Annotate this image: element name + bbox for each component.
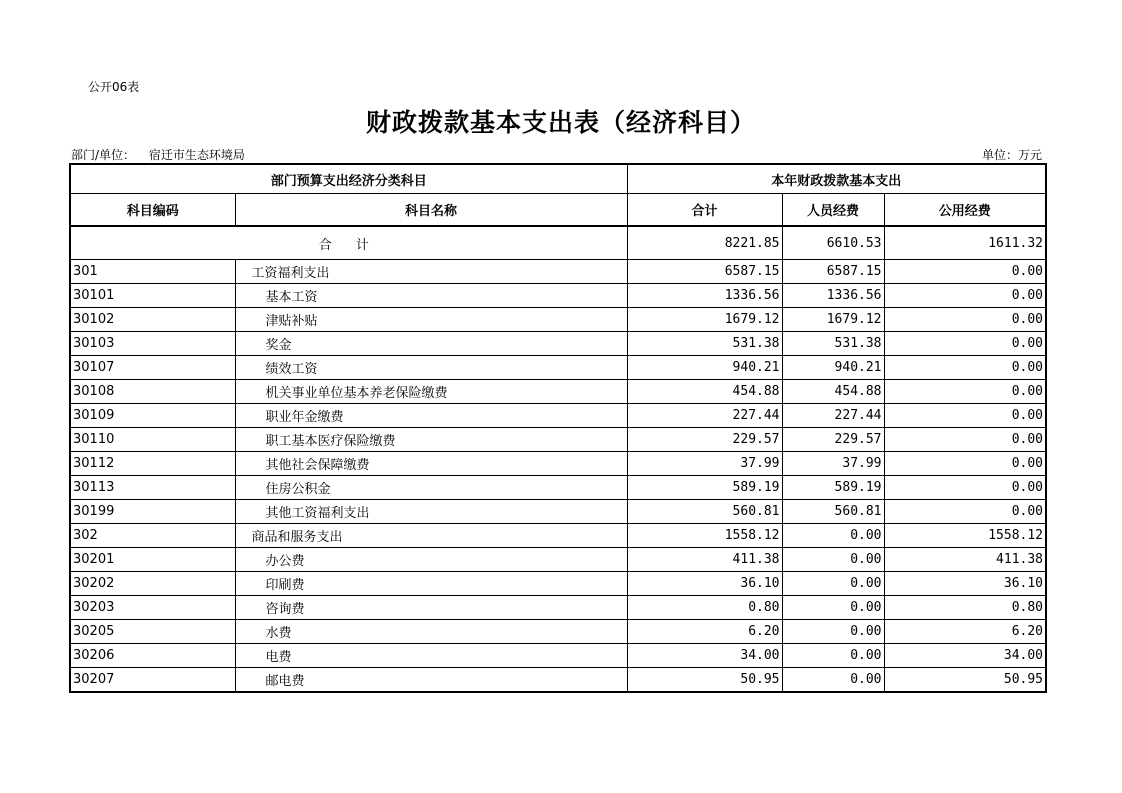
row-code: 30199 (70, 500, 235, 524)
row-name: 水费 (235, 620, 627, 644)
row-personnel: 454.88 (782, 380, 884, 404)
row-public: 0.00 (884, 380, 1046, 404)
row-code: 30206 (70, 644, 235, 668)
row-personnel: 560.81 (782, 500, 884, 524)
row-personnel: 0.00 (782, 548, 884, 572)
unit-label: 单位：万元 (981, 148, 1042, 162)
row-total: 560.81 (627, 500, 782, 524)
table-row (70, 332, 1046, 356)
row-public: 6.20 (884, 620, 1046, 644)
row-code: 30202 (70, 572, 235, 596)
row-name: 邮电费 (235, 668, 627, 693)
row-total: 940.21 (627, 356, 782, 380)
table-row (70, 668, 1046, 693)
row-total: 454.88 (627, 380, 782, 404)
table-row (70, 428, 1046, 452)
row-personnel: 0.00 (782, 572, 884, 596)
row-personnel: 589.19 (782, 476, 884, 500)
budget-table (69, 163, 1047, 693)
table-row (70, 380, 1046, 404)
table-row (70, 572, 1046, 596)
row-code: 30110 (70, 428, 235, 452)
total-label: 合 计 (70, 226, 627, 260)
row-code: 30108 (70, 380, 235, 404)
row-public: 411.38 (884, 548, 1046, 572)
table-row (70, 524, 1046, 548)
row-name: 绩效工资 (235, 356, 627, 380)
department-label: 部门/单位： (71, 148, 136, 162)
row-name: 职工基本医疗保险缴费 (235, 428, 627, 452)
row-total: 34.00 (627, 644, 782, 668)
row-public: 0.00 (884, 260, 1046, 284)
row-code: 30107 (70, 356, 235, 380)
row-total: 1336.56 (627, 284, 782, 308)
header-column-row (70, 194, 1046, 227)
header-public: 公用经费 (884, 194, 1046, 227)
row-personnel: 531.38 (782, 332, 884, 356)
row-public: 0.00 (884, 356, 1046, 380)
table-row (70, 500, 1046, 524)
row-public: 0.00 (884, 452, 1046, 476)
row-personnel: 37.99 (782, 452, 884, 476)
table-row (70, 644, 1046, 668)
row-code: 302 (70, 524, 235, 548)
row-personnel: 227.44 (782, 404, 884, 428)
row-name: 机关事业单位基本养老保险缴费 (235, 380, 627, 404)
department-name: 宿迁市生态环境局 (148, 148, 245, 162)
total-amount: 8221.85 (627, 226, 782, 260)
row-public: 34.00 (884, 644, 1046, 668)
header-code: 科目编码 (70, 194, 235, 227)
row-total: 37.99 (627, 452, 782, 476)
header-econ-classification: 部门预算支出经济分类科目 (70, 164, 627, 194)
row-name: 住房公积金 (235, 476, 627, 500)
row-total: 589.19 (627, 476, 782, 500)
row-personnel: 0.00 (782, 620, 884, 644)
row-total: 6.20 (627, 620, 782, 644)
row-code: 30101 (70, 284, 235, 308)
row-name: 其他社会保障缴费 (235, 452, 627, 476)
row-name: 奖金 (235, 332, 627, 356)
row-public: 0.00 (884, 308, 1046, 332)
row-personnel: 1679.12 (782, 308, 884, 332)
row-total: 50.95 (627, 668, 782, 693)
row-total: 227.44 (627, 404, 782, 428)
row-code: 30103 (70, 332, 235, 356)
row-personnel: 0.00 (782, 644, 884, 668)
row-public: 0.00 (884, 284, 1046, 308)
row-public: 36.10 (884, 572, 1046, 596)
table-row (70, 308, 1046, 332)
row-public: 1558.12 (884, 524, 1046, 548)
table-row (70, 356, 1046, 380)
header-total: 合计 (627, 194, 782, 227)
row-personnel: 0.00 (782, 668, 884, 693)
row-total: 1679.12 (627, 308, 782, 332)
row-personnel: 0.00 (782, 596, 884, 620)
row-public: 0.00 (884, 428, 1046, 452)
table-row (70, 548, 1046, 572)
header-basic-expenditure: 本年财政拨款基本支出 (627, 164, 1046, 194)
row-total: 411.38 (627, 548, 782, 572)
row-total: 531.38 (627, 332, 782, 356)
table-row (70, 596, 1046, 620)
row-public: 0.80 (884, 596, 1046, 620)
row-name: 电费 (235, 644, 627, 668)
row-code: 30102 (70, 308, 235, 332)
row-name: 其他工资福利支出 (235, 500, 627, 524)
row-personnel: 6587.15 (782, 260, 884, 284)
row-public: 50.95 (884, 668, 1046, 693)
row-name: 工资福利支出 (235, 260, 627, 284)
table-row (70, 404, 1046, 428)
row-total: 6587.15 (627, 260, 782, 284)
header-personnel: 人员经费 (782, 194, 884, 227)
header-group-row (70, 164, 1046, 194)
row-code: 30112 (70, 452, 235, 476)
department-line (71, 146, 245, 163)
row-public: 0.00 (884, 404, 1046, 428)
row-public: 0.00 (884, 476, 1046, 500)
row-name: 印刷费 (235, 572, 627, 596)
row-name: 办公费 (235, 548, 627, 572)
header-name: 科目名称 (235, 194, 627, 227)
row-name: 津贴补贴 (235, 308, 627, 332)
row-code: 30207 (70, 668, 235, 693)
table-row (70, 476, 1046, 500)
row-name: 基本工资 (235, 284, 627, 308)
row-public: 0.00 (884, 500, 1046, 524)
row-code: 30201 (70, 548, 235, 572)
total-row (70, 226, 1046, 260)
table-row (70, 260, 1046, 284)
row-code: 301 (70, 260, 235, 284)
row-total: 1558.12 (627, 524, 782, 548)
row-personnel: 1336.56 (782, 284, 884, 308)
table-row (70, 452, 1046, 476)
row-name: 职业年金缴费 (235, 404, 627, 428)
row-name: 商品和服务支出 (235, 524, 627, 548)
row-code: 30109 (70, 404, 235, 428)
row-public: 0.00 (884, 332, 1046, 356)
total-personnel: 6610.53 (782, 226, 884, 260)
table-row (70, 284, 1046, 308)
total-public: 1611.32 (884, 226, 1046, 260)
row-total: 0.80 (627, 596, 782, 620)
table-row (70, 620, 1046, 644)
row-name: 咨询费 (235, 596, 627, 620)
row-total: 229.57 (627, 428, 782, 452)
row-total: 36.10 (627, 572, 782, 596)
page-title: 财政拨款基本支出表（经济科目） (365, 108, 756, 137)
row-personnel: 0.00 (782, 524, 884, 548)
form-code: 公开06表 (88, 80, 140, 94)
row-personnel: 940.21 (782, 356, 884, 380)
row-code: 30205 (70, 620, 235, 644)
row-code: 30113 (70, 476, 235, 500)
row-personnel: 229.57 (782, 428, 884, 452)
row-code: 30203 (70, 596, 235, 620)
